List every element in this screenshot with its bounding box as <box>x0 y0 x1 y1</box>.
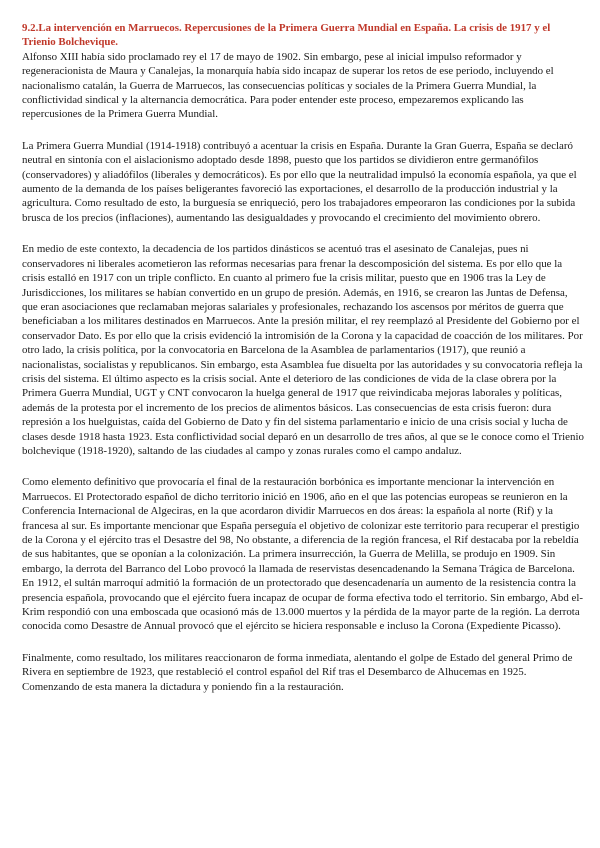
page-title: 9.2.La intervención en Marruecos. Repercusiones de la Primera Guerra Mundial en España. La crisis de 1917 y el Trienio Bolchevique. <box>22 22 551 49</box>
paragraph-spacer <box>22 634 584 651</box>
paragraph-first-world-war: La Primera Guerra Mundial (1914-1918) contribuyó a acentuar la crisis en España. Durante la Gran Guerra, España se declaró neutral en sintonía con el aislacionismo adoptado desde 1898, puesto que los partidos se dividieron entre germanófilos (conservadores) y aliadófilos (liberales y democráticos). Es por ello que la neutralidad impulsó la economía española, ya que el aumento de la demanda de los países beligerantes favoreció las exportaciones, el desarrollo de la producción industrial y la agricultura. Como resultado de esto, la burguesía se enriqueció, pero los trabajadores empeoraron las condiciones por la subida brusca de los precios (inflaciones), aumentando las desigualdades y provocando el crecimiento del movimiento obrero. <box>22 139 577 224</box>
paragraph-crisis-1917: En medio de este contexto, la decadencia de los partidos dinásticos se acentuó tras el asesinato de Canalejas, pues ni conservadores ni liberales acometieron las reformas necesarias para frenar la descomposición del sistema. Es por ello que la crisis estalló en 1917 con un triple conflicto. En cuanto al primero fue la crisis militar, puesto que en 1906 tras la Ley de Jurisdicciones, los militares se habían convertido en un grupo de presión. Además, en 1916, se crearon las Juntas de Defensa, que eran asociaciones que reclamaban mejoras salariales y profesionales, rechazando los ascensos por méritos de guerra que beneficiaban a los militares destinados en Marruecos. Ante la presión militar, el rey reemplazó al Presidente del Gobierno por el conservador Dato. Es por ello que la crisis evidenció la intromisión de la Corona y la capacidad de coacción de los militares. Por otro lado, la crisis política, por la convocatoria en Barcelona de la Asamblea de parlamentarios (1917), que reunió a nacionalistas, socialistas y republicanos. Sin embargo, esta Asamblea fue disuelta por las autoridades y su convocatoria refleja la crisis del sistema. El último aspecto es la crisis social. Ante el deterioro de las condiciones de vida de la clase obrera por la Primera Guerra Mundial, UGT y CNT convocaron la huelga general de 1917 que reivindicaba mejoras laborales y políticas, además de la protesta por el incremento de los precios de alimentos básicos. Las consecuencias de esta crisis fueron: dura represión a los huelguistas, caída del Gobierno de Dato y fin del sistema parlamentario e inicio de una crisis social y lucha de clases desde 1918 hasta 1923. Esta conflictividad social deparó en un desarrollo de tres años, al que se le conoce como el Trienio bolchevique (1918-1920), saltando de las ciudades al campo y zonas rurales como el campo andaluz. <box>22 243 584 457</box>
paragraph-intro: Alfonso XIII había sido proclamado rey el 17 de mayo de 1902. Sin embargo, pese al inicial impulso reformador y regeneracionista de Maura y Canalejas, la monarquía había sido incapaz de superar los retos de ese periodo, incluyendo el nacionalismo catalán, la Guerra de Marruecos, las consecuencias políticas y sociales de la Primera Guerra Mundial, la conflictividad sindical y la alternancia democrática. Para poder entender este proceso, empezaremos explicando las repercusiones de la Primera Guerra Mundial. <box>22 50 554 121</box>
paragraph-morocco: Como elemento definitivo que provocaría el final de la restauración borbónica es importante mencionar la intervención en Marruecos. El Protectorado español de dicho territorio inició en 1906, año en el que las potencias europeas se reunieron en la Conferencia Internacional de Algeciras, en la que acordaron dividir Marruecos en dos áreas: la española al norte (Rif) y la francesa al sur. Es importante mencionar que España perseguía el objetivo de colonizar este territorio para recuperar el prestigio de la Corona y el ejército tras el Desastre del 98, No obstante, a diferencia de la región francesa, el Rif destacaba por la rebeldía de sus habitantes, que se oponían a la colonización. La primera insurrección, la Guerra de Melilla, se produjo en 1909. Sin embargo, la derrota del Barranco del Lobo provocó la llamada de reservistas desencadenando la Semana Trágica de Barcelona. En 1912, el sultán marroquí admitió la formación de un protectorado que desencadenaría un aumento de la resistencia contra la presencia española, provocando que el ejército fuera incapaz de ocupar de forma efectiva todo el territorio. Sin embargo, Abd el-Krim respondió con una emboscada que ocasionó más de 13.000 muertos y la pérdida de la mayor parte de la región. La derrota conocida como Desastre de Annual provocó que el ejército se hiciera responsable e incluso la Corona (Expediente Picasso). <box>22 476 584 633</box>
paragraph-spacer <box>22 225 584 242</box>
paragraph-spacer <box>22 458 584 475</box>
paragraph-spacer <box>22 122 584 139</box>
document-page <box>22 21 584 694</box>
paragraph-conclusion: Finalmente, como resultado, los militares reaccionaron de forma inmediata, alentando el golpe de Estado del general Primo de Rivera en septiembre de 1923, que restableció el control español del Rif tras el Desembarco de Alhucemas en 1925. Comenzando de esta manera la dictadura y poniendo fin a la restauración. <box>22 651 573 693</box>
